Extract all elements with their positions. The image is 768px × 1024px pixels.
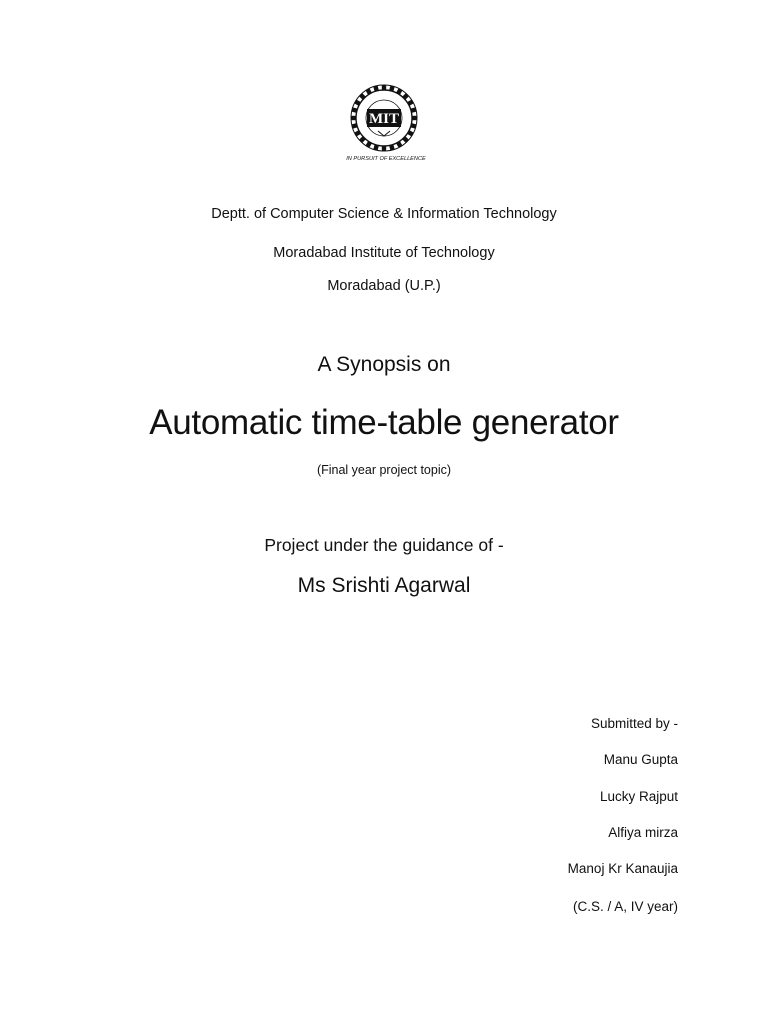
institute-name: Moradabad Institute of Technology	[273, 245, 495, 261]
submitted-by-label: Submitted by -	[590, 716, 678, 731]
logo-tagline: IN PURSUIT OF EXCELLENCE	[346, 156, 426, 162]
college-logo	[336, 82, 436, 164]
institute-city: Moradabad (U.P.)	[327, 278, 441, 294]
member-name: Alfiya mirza	[608, 825, 678, 840]
member-name: Lucky Rajput	[599, 789, 678, 804]
project-title: Automatic time-table generator	[149, 403, 619, 442]
logo-text: MIT	[369, 111, 399, 127]
project-subtitle: (Final year project topic)	[316, 463, 452, 477]
guide-name: Ms Srishti Agarwal	[297, 574, 471, 597]
synopsis-label: A Synopsis on	[317, 353, 451, 376]
class-info: (C.S. / A, IV year)	[572, 899, 678, 914]
member-name: Manu Gupta	[603, 752, 678, 767]
guidance-label: Project under the guidance of -	[264, 535, 504, 555]
member-name: Manoj Kr Kanaujia	[567, 861, 678, 876]
department-name: Deptt. of Computer Science & Information Technology	[211, 206, 557, 222]
